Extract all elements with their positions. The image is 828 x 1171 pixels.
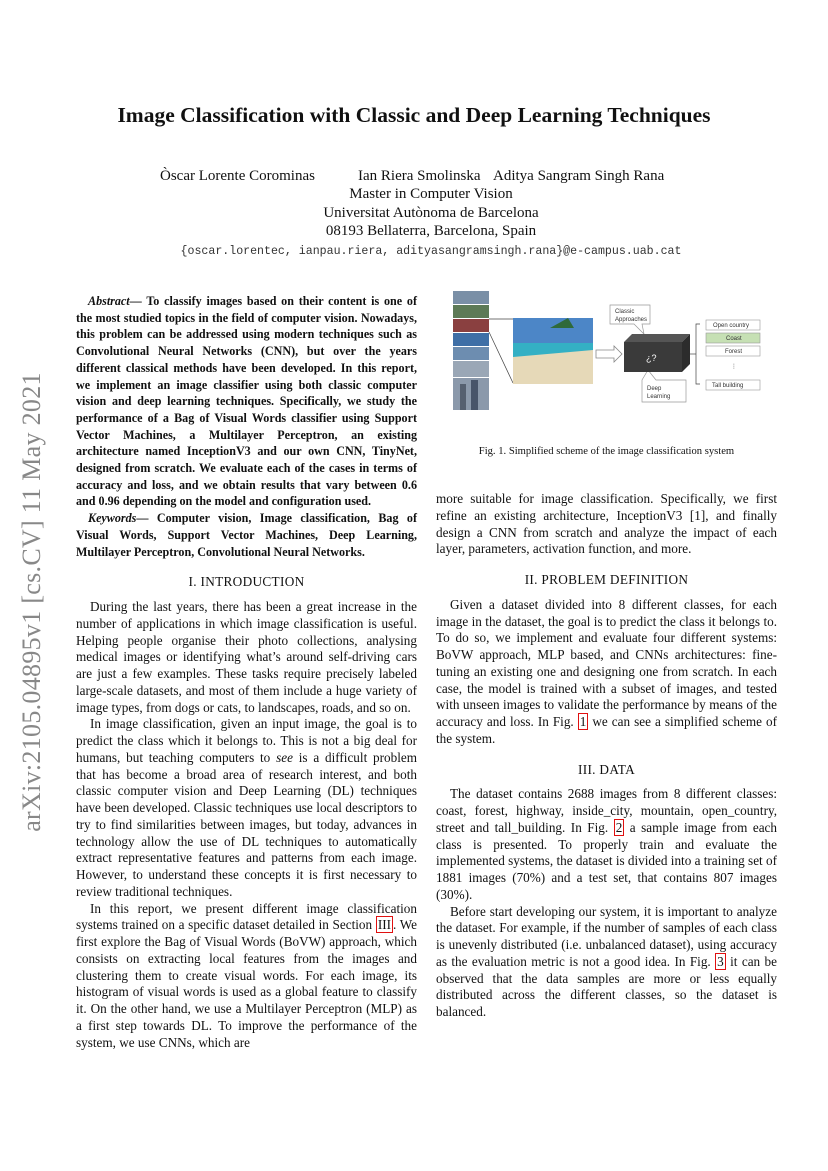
figure-1-scheme: [450, 288, 770, 410]
problem-p1-start: Given a dataset divided into 8 different classes, for each image in the dataset, the goal is to predict the class it belongs to. To do so, we implement and evaluate four different systems: BoVW approach, MLP based, and CNNs architectures: fine-tuning an existing one and designing one from scratch. In each case, the model is trained with a subset of images, and tested with unseen images to validate the performance by means of the accuracy and loss. In Fig.: [436, 596, 777, 729]
output-tall-building: Tall building: [712, 383, 744, 389]
intro-p3-end: . We first explore the Bag of Visual Words (BoVW) approach, which consists on extracting local features from the images and clustering them to create visual words. For each image, its histogram of visual words is used as a global feature to classify it. On the other hand, we use a Multilayer Perceptron (MLP) as a first step towards DL. To improve the performance of the system, we use CNNs, which are: [76, 917, 417, 1050]
author-3: Aditya Sangram Singh Rana: [493, 168, 665, 184]
right-column: [436, 491, 777, 1021]
deep-label-2: Learning: [647, 394, 671, 400]
keywords-label: Keywords: [88, 511, 137, 526]
affiliation-program: Master in Computer Vision: [349, 186, 513, 202]
sample-beach-image: [513, 318, 593, 384]
output-open-country: Open country: [713, 323, 750, 329]
keywords-text: — Computer vision, Image classification, Bag of Visual Words, Support Vector Machines, Deep Learning, Multilayer Perceptron, Convolutional Neural Networks.: [76, 511, 417, 559]
classic-label-1: Classic: [615, 309, 635, 315]
deep-learning-callout: [642, 370, 686, 402]
arxiv-id-text: arXiv:2105.04895v1 [cs.CV] 11 May 2021: [17, 372, 46, 832]
figure-3-ref-link[interactable]: 3: [717, 953, 724, 969]
intro-p2-end: is a difficult problem that has become a broad area of research interest, and both classic computer vision and Deep Learning (DL) techniques have been developed. Classic techniques use local descriptors to try to find similarities between images, but today, advances in technology allow the use of DL techniques to automatically extract representative features and patterns from each image. However, to understand these concepts it is first necessary to review traditional techniques.: [76, 749, 417, 899]
section-heading-problem: II. PROBLEM DEFINITION: [524, 572, 689, 587]
abstract-text: — To classify images based on their content is one of the most studied topics in the field of computer vision. Nowadays, this problem can be addressed using modern techniques such as Convolutional Neural Networks (CNN), but over the years different classical methods have been developed. In this report, we implement an image classifier using both classic computer vision and deep learning techniques. Specifically, we study the performance of a Bag of Visual Words classifier using Support Vector Machines, a Multilayer Perceptron, an existing architecture named InceptionV3 and our own CNN, TinyNet, designed from scratch. We evaluate each of the cases in terms of accuracy and loss, and we obtain results that vary between 0.6 and 0.96 depending on the model and configuration used.: [76, 294, 417, 509]
deep-label-1: Deep: [647, 386, 662, 392]
class-outputs: [706, 320, 760, 390]
figure-1-ref-link[interactable]: 1: [579, 714, 587, 729]
data-p2-end: it can be observed that the data samples are more or less equally distributed across the different classes, so the dataset is balanced.: [436, 953, 777, 1019]
data-paragraph-2: [436, 904, 777, 1021]
intro-paragraph-1: During the last years, there has been a great increase in the number of applications in which image classification is useful. Helping people organise their photo collections, analysing medical images or identifying what’s around self-driving cars are just a few examples. These tasks require precisely labeled large-scale datasets, and most of them include a huge variety of image types, from dogs or cats, to landscapes, roads, and so on.: [76, 599, 417, 715]
left-column: [76, 293, 417, 1051]
data-p2-start: Before start developing our system, it is important to analyze the dataset. For example, if the number of samples of each class is unevenly distributed (i.e. unbalanced dataset), using accuracy as the evaluation metric is not a good idea. In Fig.: [436, 903, 777, 969]
output-ellipsis: ⋮: [731, 364, 737, 370]
arxiv-identifier: [12, 354, 52, 850]
classifier-box: [624, 334, 690, 372]
intro-p3-start: In this report, we present different image classification systems trained on a specific dataset detailed in Section: [76, 900, 417, 933]
affiliation-university: Universitat Autònoma de Barcelona: [323, 205, 539, 221]
problem-paragraph-1: [436, 597, 777, 748]
author-emails: {oscar.lorentec, ianpau.riera, adityasangramsingh.rana}@e-campus.uab.cat: [180, 245, 682, 258]
author-2: Ian Riera Smolinska: [358, 168, 481, 184]
figure-1-caption: Fig. 1. Simplified scheme of the image classification system: [478, 446, 735, 457]
intro-p2-emphasis: see: [276, 749, 293, 765]
figure-1-diagram: [450, 288, 770, 410]
author-1: Òscar Lorente Corominas: [160, 168, 315, 184]
abstract-label: Abstract: [88, 294, 130, 308]
author-list: [160, 168, 720, 188]
section-heading-introduction: I. INTRODUCTION: [188, 574, 305, 590]
output-forest: Forest: [725, 349, 743, 355]
problem-p1-end: we can see a simplified scheme of the system.: [436, 714, 777, 746]
intro-paragraph-3-continued: more suitable for image classification. Specifically, we first refine an existing architecture, InceptionV3 [1], and finally design a CNN from scratch and analyze the impact of each layer, parameters, activation function, and more.: [436, 491, 777, 557]
intro-paragraph-2: [76, 716, 417, 900]
data-paragraph-1: [436, 786, 777, 903]
dataset-thumbnails: [453, 291, 489, 410]
output-coast: Coast: [726, 336, 742, 342]
intro-p2-start: In image classification, given an input image, the goal is to predict the class which it belongs to. This is not a big deal for humans, but teaching computers to: [76, 716, 417, 765]
classic-approaches-callout: [610, 305, 650, 334]
section-ref-link[interactable]: III: [377, 917, 391, 933]
data-p1-end: a sample image from each class is presented. To properly train and evaluate the implemented systems, the dataset is divided into a training set of 1881 images (70%) and a test set, that contains 807 images (30%).: [436, 819, 778, 902]
section-heading-data: III. DATA: [577, 761, 636, 777]
data-p1-start: The dataset contains 2688 images from 8 different classes: coast, forest, highway, inside_city, mountain, open_country, street and tall_building. In Fig.: [436, 786, 777, 835]
intro-paragraph-3: [76, 901, 417, 1052]
figure-2-ref-link[interactable]: 2: [615, 819, 623, 835]
classic-label-2: Approaches: [615, 317, 648, 323]
abstract: [76, 293, 417, 510]
keywords: [76, 510, 417, 560]
classifier-box-label: ¿?: [646, 353, 657, 363]
affiliation-address: 08193 Bellaterra, Barcelona, Spain: [325, 223, 537, 239]
paper-title: Image Classification with Classic and Deep Learning Techniques: [117, 103, 711, 127]
